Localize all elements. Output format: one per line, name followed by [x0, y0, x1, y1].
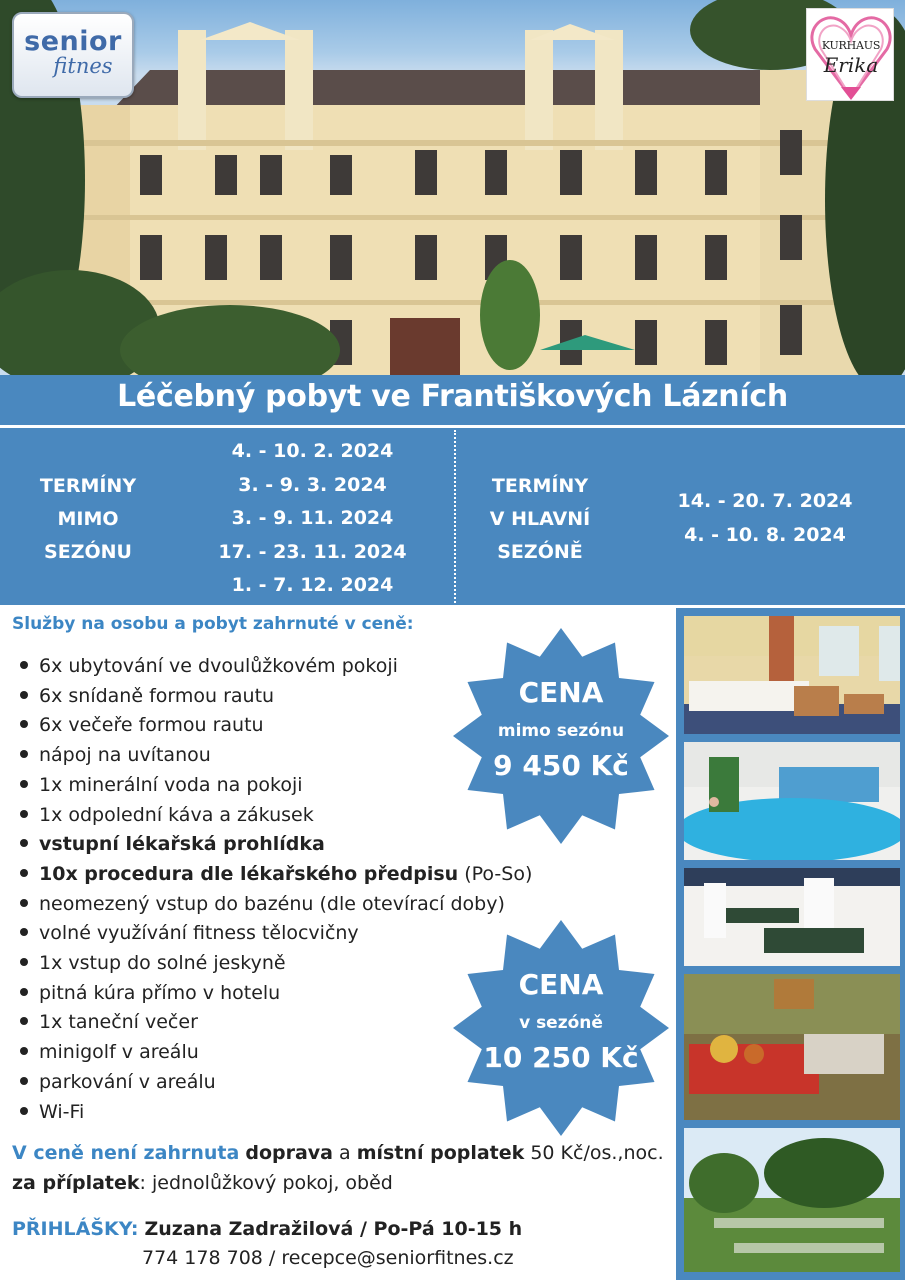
bullet-icon	[20, 780, 28, 788]
bullet-icon	[20, 1077, 28, 1085]
main-season-dates	[650, 485, 880, 552]
date-item: 4. - 10. 8. 2024	[684, 523, 846, 546]
not-included-line: V ceně není zahrnuta doprava a místní poplatek 50 Kč/os.,noc.	[12, 1142, 664, 1164]
service-item: nápoj na uvítanou	[20, 741, 580, 771]
service-item: neomezený vstup do bazénu (dle otevírací doby)	[20, 890, 580, 920]
service-item: 1x taneční večer	[20, 1008, 580, 1038]
service-item: volné využívání fitness tělocvičny	[20, 919, 580, 949]
bullet-icon	[20, 958, 28, 966]
kurhaus-erika-logo	[806, 8, 894, 101]
price-off-season-badge: CENA mimo sezónu 9 450 Kč	[451, 626, 671, 846]
hotel-building-illustration	[0, 0, 905, 375]
bullet-icon	[20, 1047, 28, 1055]
bullet-icon	[20, 839, 28, 847]
bullet-icon	[20, 928, 28, 936]
service-item: Wi-Fi	[20, 1098, 580, 1128]
photo-pool	[684, 742, 900, 860]
bullet-icon	[20, 720, 28, 728]
photo-buffet	[684, 974, 900, 1120]
main-season-label: TERMÍNY V HLAVNÍ SEZÓNĚ	[489, 475, 591, 563]
registration-phone-email: 774 178 708 / recepce@seniorfitnes.cz	[142, 1247, 514, 1269]
bullet-icon	[20, 810, 28, 818]
service-item: 1x vstup do solné jeskyně	[20, 949, 580, 979]
hero-hotel-photo	[0, 0, 905, 375]
bullet-icon	[20, 661, 28, 669]
date-item: 17. - 23. 11. 2024	[218, 540, 407, 563]
bullet-icon	[20, 1017, 28, 1025]
divider	[0, 426, 905, 428]
bullet-icon	[20, 691, 28, 699]
logo-senior-word: senior	[24, 26, 122, 57]
divider	[454, 430, 456, 603]
page-title: Léčebný pobyt ve Františkových Lázních	[117, 379, 788, 414]
date-item: 3. - 9. 3. 2024	[238, 473, 387, 496]
date-item: 1. - 7. 12. 2024	[231, 574, 394, 597]
service-item: 6x večeře formou rautu	[20, 711, 580, 741]
surcharge-line: za příplatek: jednolůžkový pokoj, oběd	[12, 1172, 393, 1194]
seniorfitnes-logo	[12, 12, 134, 98]
photo-minigolf	[684, 1128, 900, 1272]
service-item: 6x ubytování ve dvoulůžkovém pokoji	[20, 652, 580, 682]
service-item: 1x odpolední káva a zákusek	[20, 801, 580, 831]
bullet-icon	[20, 869, 28, 877]
logo-kurhaus-word: KURHAUS	[821, 39, 881, 52]
service-item: parkování v areálu	[20, 1068, 580, 1098]
service-item: minigolf v areálu	[20, 1038, 580, 1068]
bullet-icon	[20, 899, 28, 907]
bullet-icon	[20, 1107, 28, 1115]
off-season-dates	[200, 435, 425, 603]
service-item: 1x minerální voda na pokoji	[20, 771, 580, 801]
date-item: 4. - 10. 2. 2024	[231, 440, 394, 462]
price-main-season-badge: CENA v sezóně 10 250 Kč	[451, 918, 671, 1138]
photo-strip	[676, 608, 905, 1280]
registration-label: PŘIHLÁŠKY:	[12, 1218, 139, 1240]
logo-fitnes-word: fitnes	[53, 54, 113, 78]
service-item: pitná kúra přímo v hotelu	[20, 979, 580, 1009]
date-item: 14. - 20. 7. 2024	[677, 490, 853, 512]
bullet-icon	[20, 988, 28, 996]
registration-contact: Zuzana Zadražilová / Po-Pá 10-15 h	[144, 1218, 523, 1240]
logo-erika-word: Erika	[823, 53, 879, 77]
photo-bedroom	[684, 616, 900, 734]
services-heading: Služby na osobu a pobyt zahrnuté v ceně:	[12, 614, 414, 634]
service-item: 10x procedura dle lékařského předpisu (Po-So)	[20, 860, 580, 890]
service-item: vstupní lékařská prohlídka	[20, 830, 580, 860]
date-item: 3. - 9. 11. 2024	[231, 507, 394, 530]
bullet-icon	[20, 750, 28, 758]
photo-procedure	[684, 868, 900, 966]
registration-line	[12, 1218, 522, 1240]
service-item: 6x snídaně formou rautu	[20, 682, 580, 712]
off-season-label: TERMÍNY MIMO SEZÓNU	[39, 475, 137, 563]
